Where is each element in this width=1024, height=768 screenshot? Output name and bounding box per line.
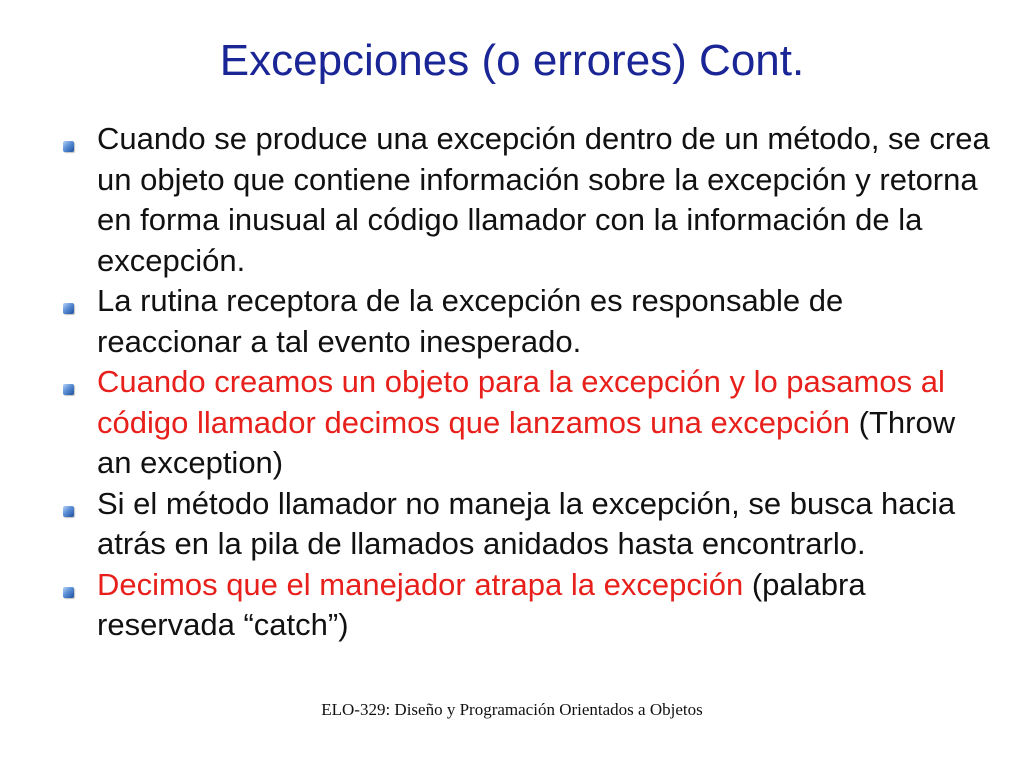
- bullet-list: [60, 119, 990, 646]
- square-bullet-icon: [63, 506, 74, 517]
- square-bullet-icon: [63, 303, 74, 314]
- bullet-text: Cuando se produce una excepción dentro de un método, se crea un objeto que contiene información sobre la excepción y retorna en forma inusual al código llamador con la información de la excepción.: [97, 121, 990, 278]
- bullet-highlight-text: Decimos que el manejador atrapa la excepción: [97, 566, 744, 602]
- bullet-item: [60, 362, 990, 484]
- bullet-text: (palabra reservada “catch”): [97, 566, 866, 642]
- square-bullet-icon: [63, 141, 74, 152]
- bullet-text: Si el método llamador no maneja la excepción, se busca hacia atrás en la pila de llamados anidados hasta encontrarlo.: [97, 485, 956, 561]
- square-bullet-icon: [63, 384, 74, 395]
- bullet-text: La rutina receptora de la excepción es responsable de reaccionar a tal evento inesperado.: [97, 283, 844, 359]
- slide-title: Excepciones (o errores) Cont.: [219, 36, 805, 85]
- bullet-text: (Throw an exception): [97, 404, 956, 480]
- bullet-highlight-text: Cuando creamos un objeto para la excepción y lo pasamos al código llamador decimos que lanzamos una excepción: [97, 364, 945, 440]
- slide-footer: ELO-329: Diseño y Programación Orientados a Objetos: [321, 700, 703, 719]
- bullet-item: [60, 119, 990, 281]
- square-bullet-icon: [63, 587, 74, 598]
- bullet-item: [60, 281, 990, 362]
- bullet-item: [60, 565, 990, 646]
- bullet-item: [60, 484, 990, 565]
